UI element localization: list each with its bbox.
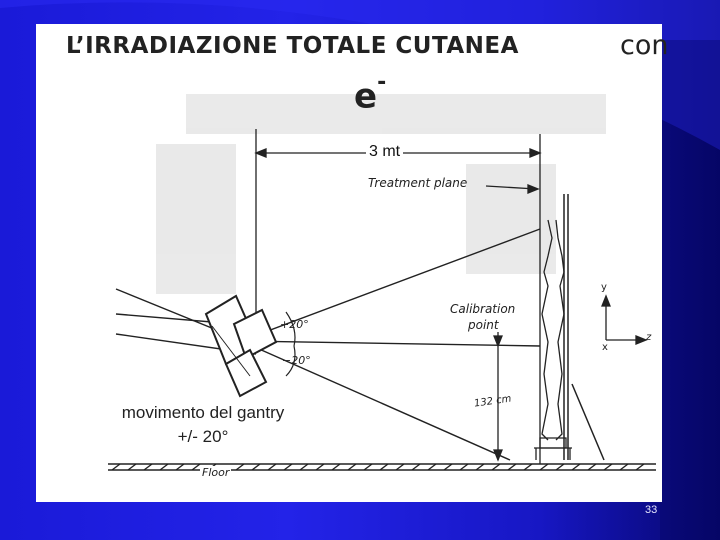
treatment-plane-label: Treatment plane xyxy=(368,176,468,190)
floor xyxy=(108,464,656,470)
coordinate-axes xyxy=(602,296,646,344)
slide-title: L’IRRADIAZIONE TOTALE CUTANEA xyxy=(66,33,519,59)
page-number: 33 xyxy=(645,504,658,516)
calibration-label-line2: point xyxy=(468,318,499,332)
angle-up-label: +20° xyxy=(280,318,309,331)
electron-symbol xyxy=(354,70,387,117)
scan-artifacts xyxy=(156,94,606,294)
floor-label: Floor xyxy=(202,466,230,479)
axis-z-label: z xyxy=(646,332,652,343)
electron-letter: e xyxy=(354,76,378,117)
calibration-label-line1: Calibration xyxy=(450,302,516,316)
gantry-caption xyxy=(98,401,308,449)
slide-title-suffix: con xyxy=(620,30,669,61)
height-label: 132 cm xyxy=(473,393,513,410)
axis-x-label: x xyxy=(602,342,608,353)
axis-y-label: y xyxy=(601,282,607,293)
caption-line-2: +/- 20° xyxy=(177,427,229,446)
distance-label: 3 mt xyxy=(366,143,403,161)
electron-charge: - xyxy=(377,70,387,95)
gantry-head xyxy=(206,296,276,396)
caption-line-1: movimento del gantry xyxy=(121,403,285,422)
treatment-wall xyxy=(564,134,662,464)
angle-down-label: −20° xyxy=(282,354,311,367)
diagram-panel xyxy=(36,24,669,502)
